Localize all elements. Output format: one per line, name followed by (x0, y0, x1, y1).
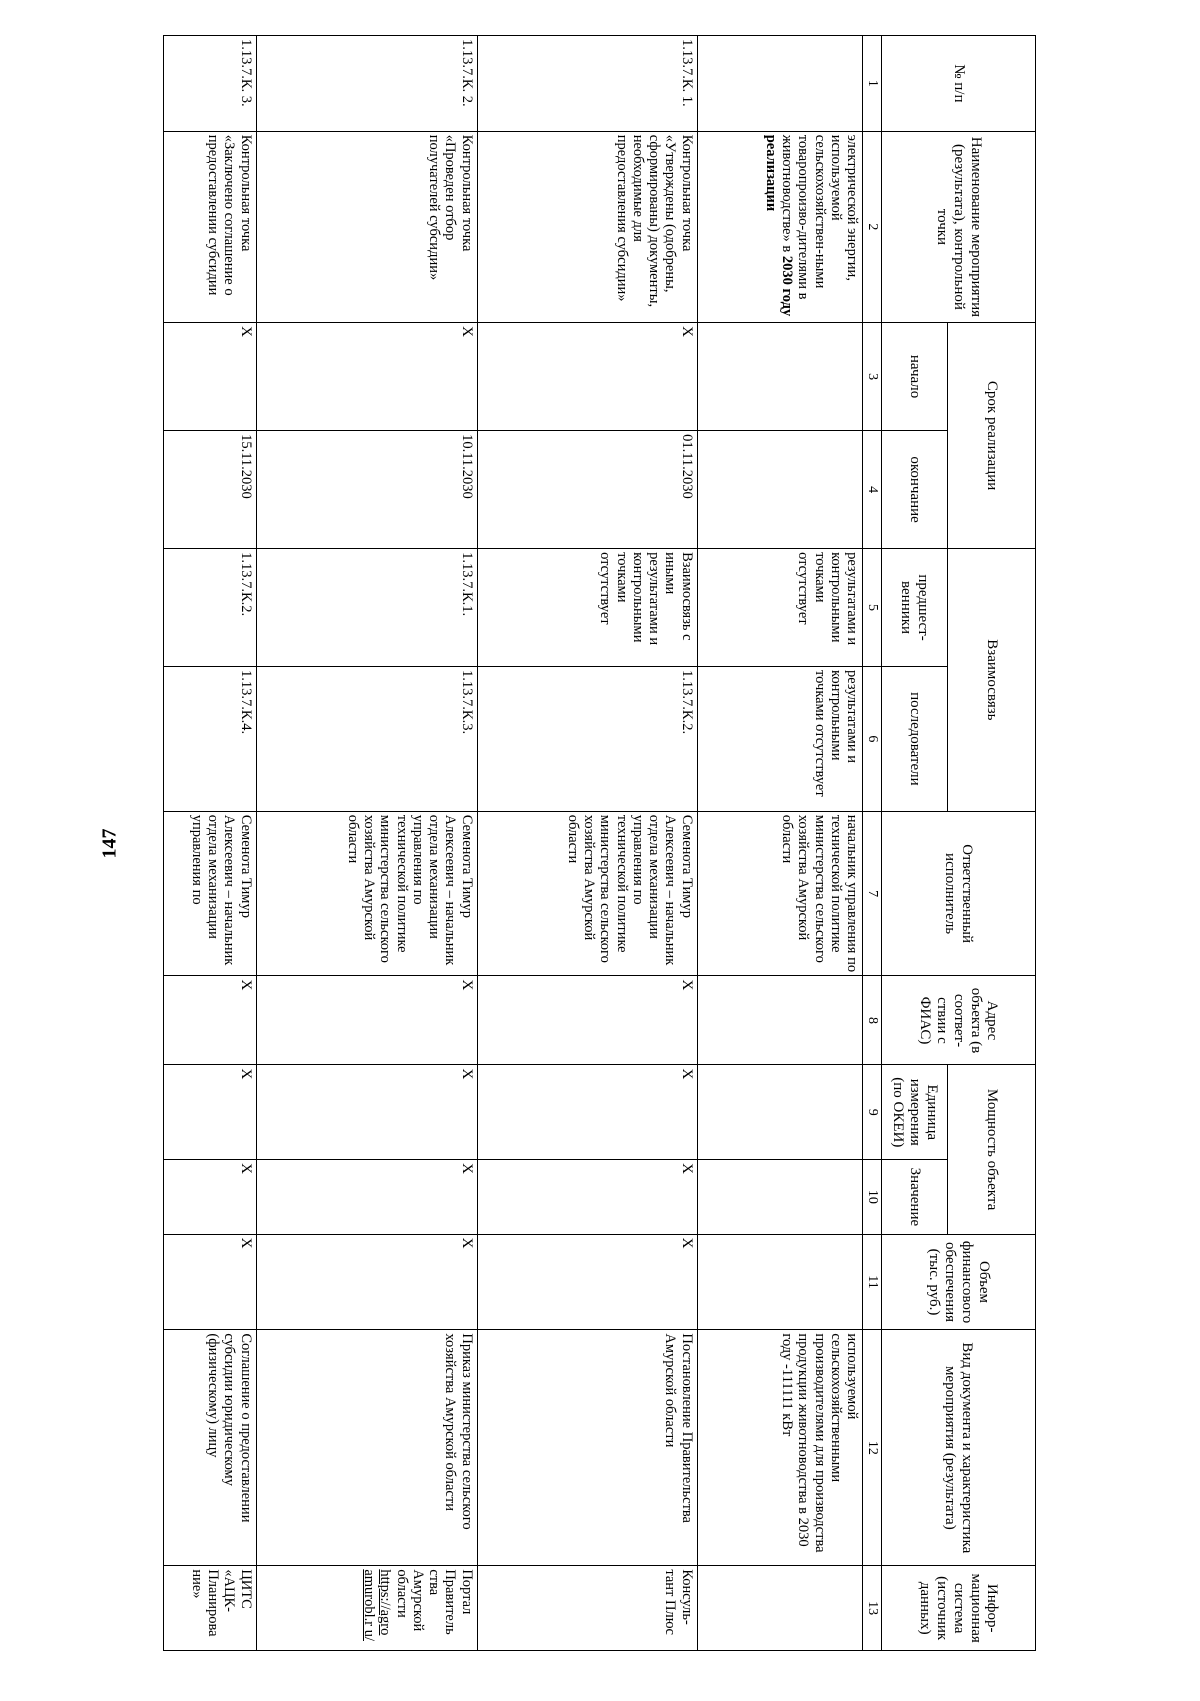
cell-finance: X (164, 1234, 257, 1330)
col-number: 1 (863, 36, 882, 132)
page-number: 147 (98, 828, 121, 859)
cell-finance: X (256, 1234, 477, 1330)
header-document: Вид документа и характеристика мероприятия (результата) (882, 1330, 1036, 1566)
cell-predecessors: результатами и контрольными точками отсутствует (697, 549, 862, 667)
col-number: 2 (863, 131, 882, 322)
header-term: Срок реализации (948, 323, 1036, 549)
cell-name: Контрольная точка «Заключено соглашение о предоставлении субсидии (164, 131, 257, 322)
cell-predecessors: 1.13.7.К.2. (164, 549, 257, 667)
cell-name: Контрольная точка «Утверждены (одобрены, сформированы) документы, необходимые для предоставления субсидии» (477, 131, 697, 322)
cell-value: X (477, 1160, 697, 1235)
cell-responsible: Семенота Тимур Алексеевич – начальник отдела механизации управления по технической политике министерства сельского хозяйства Амурской области (477, 811, 697, 976)
cell-info-system: Консуль-тант Плюс (477, 1566, 697, 1651)
cell-finance (697, 1234, 862, 1330)
header-power: Мощность объекта (948, 1065, 1036, 1234)
rotated-table-container (163, 35, 1036, 1651)
col-number: 12 (863, 1330, 882, 1566)
header-successors: последователи (882, 667, 948, 812)
cell-unit: X (477, 1065, 697, 1160)
cell-start: X (164, 323, 257, 431)
header-address: Адрес объекта (в соответ-ствии с ФИАС) (882, 976, 1036, 1065)
cell-responsible: начальник управления по технической политике министерства сельского хозяйства Амурской области (697, 811, 862, 976)
table-row (164, 36, 257, 1651)
cell-num: 1.13.7.К. 3. (164, 36, 257, 132)
cell-address: X (164, 976, 257, 1065)
table-row (477, 36, 697, 1651)
cell-end: 15.11.2030 (164, 431, 257, 549)
cell-successors: результатами и контрольными точками отсутствует (697, 667, 862, 812)
col-number: 13 (863, 1566, 882, 1651)
col-number: 5 (863, 549, 882, 667)
cell-end (697, 431, 862, 549)
cell-document: Приказ министерства сельского хозяйства Амурской области (256, 1330, 477, 1566)
cell-successors: 1.13.7.К.4. (164, 667, 257, 812)
col-number: 8 (863, 976, 882, 1065)
cell-start: X (256, 323, 477, 431)
header-predecessors: предшест-венники (882, 549, 948, 667)
cell-name (697, 131, 862, 322)
cell-value (697, 1160, 862, 1235)
header-num: № п/п (882, 36, 1036, 132)
header-unit: Единица измерения (по ОКЕИ) (882, 1065, 948, 1160)
cell-num: 1.13.7.К. 1. (477, 36, 697, 132)
col-number: 10 (863, 1160, 882, 1235)
cell-info-system (697, 1566, 862, 1651)
cell-num: 1.13.7.К. 2. (256, 36, 477, 132)
cell-name-bold: 2030 году реализации (762, 134, 796, 317)
header-name: Наименование мероприятия (результата), контрольной точки (882, 131, 1036, 322)
table-row (256, 36, 477, 1651)
header-value: Значение (882, 1160, 948, 1235)
cell-address: X (256, 976, 477, 1065)
cell-start: X (477, 323, 697, 431)
portal-link[interactable]: https://agro amurobl.r u/ (361, 1569, 394, 1641)
cell-successors: 1.13.7.К.2. (477, 667, 697, 812)
cell-end: 01.11.2030 (477, 431, 697, 549)
cell-document: Соглашение о предоставлении субсидии юридическому (физическому) лицу (164, 1330, 257, 1566)
header-info-system: Инфор-мационная система (источник данных) (882, 1566, 1036, 1651)
cell-start (697, 323, 862, 431)
cell-unit: X (256, 1065, 477, 1160)
cell-finance: X (477, 1234, 697, 1330)
cell-unit: X (164, 1065, 257, 1160)
header-link: Взаимосвязь (948, 549, 1036, 812)
activity-plan-table (163, 35, 1036, 1651)
cell-value: X (164, 1160, 257, 1235)
col-number: 7 (863, 811, 882, 976)
col-number: 3 (863, 323, 882, 431)
cell-address: X (477, 976, 697, 1065)
cell-num (697, 36, 862, 132)
column-number-row (863, 36, 882, 1651)
header-finance: Объем финансового обеспечения (тыс. руб.) (882, 1234, 1036, 1330)
cell-document: используемой сельскохозяйственными производителями для производства продукции животноводства в 2030 году -111111 кВт (697, 1330, 862, 1566)
header-start: начало (882, 323, 948, 431)
col-number: 9 (863, 1065, 882, 1160)
cell-info-system (256, 1566, 477, 1651)
cell-unit (697, 1065, 862, 1160)
cell-predecessors: 1.13.7.К.1. (256, 549, 477, 667)
header-responsible: Ответственный исполнитель (882, 811, 1036, 976)
cell-name-text: электрической энергии, используемой сельскохозяйствен-ными товаропроизво-дителями в животноводстве» в (779, 134, 860, 300)
cell-document: Постановление Правительства Амурской области (477, 1330, 697, 1566)
cell-name: Контрольная точка «Проведен отбор получателей субсидии» (256, 131, 477, 322)
col-number: 6 (863, 667, 882, 812)
cell-responsible: Семенота Тимур Алексеевич – начальник отдела механизации управления по технической политике министерства сельского хозяйства Амурской области (256, 811, 477, 976)
cell-successors: 1.13.7.К.3. (256, 667, 477, 812)
info-system-text: Портал Правитель ства Амурской области (393, 1569, 475, 1635)
cell-value: X (256, 1160, 477, 1235)
cell-predecessors: Взаимосвязь с иными результатами и контрольными точками отсутствует (477, 549, 697, 667)
table-row (697, 36, 862, 1651)
col-number: 11 (863, 1234, 882, 1330)
header-end: окончание (882, 431, 948, 549)
cell-end: 10.11.2030 (256, 431, 477, 549)
col-number: 4 (863, 431, 882, 549)
cell-info-system: ЦИТС «АЦК-Планирова ние» (164, 1566, 257, 1651)
cell-responsible: Семенота Тимур Алексеевич – начальник отдела механизации управления по (164, 811, 257, 976)
cell-address (697, 976, 862, 1065)
